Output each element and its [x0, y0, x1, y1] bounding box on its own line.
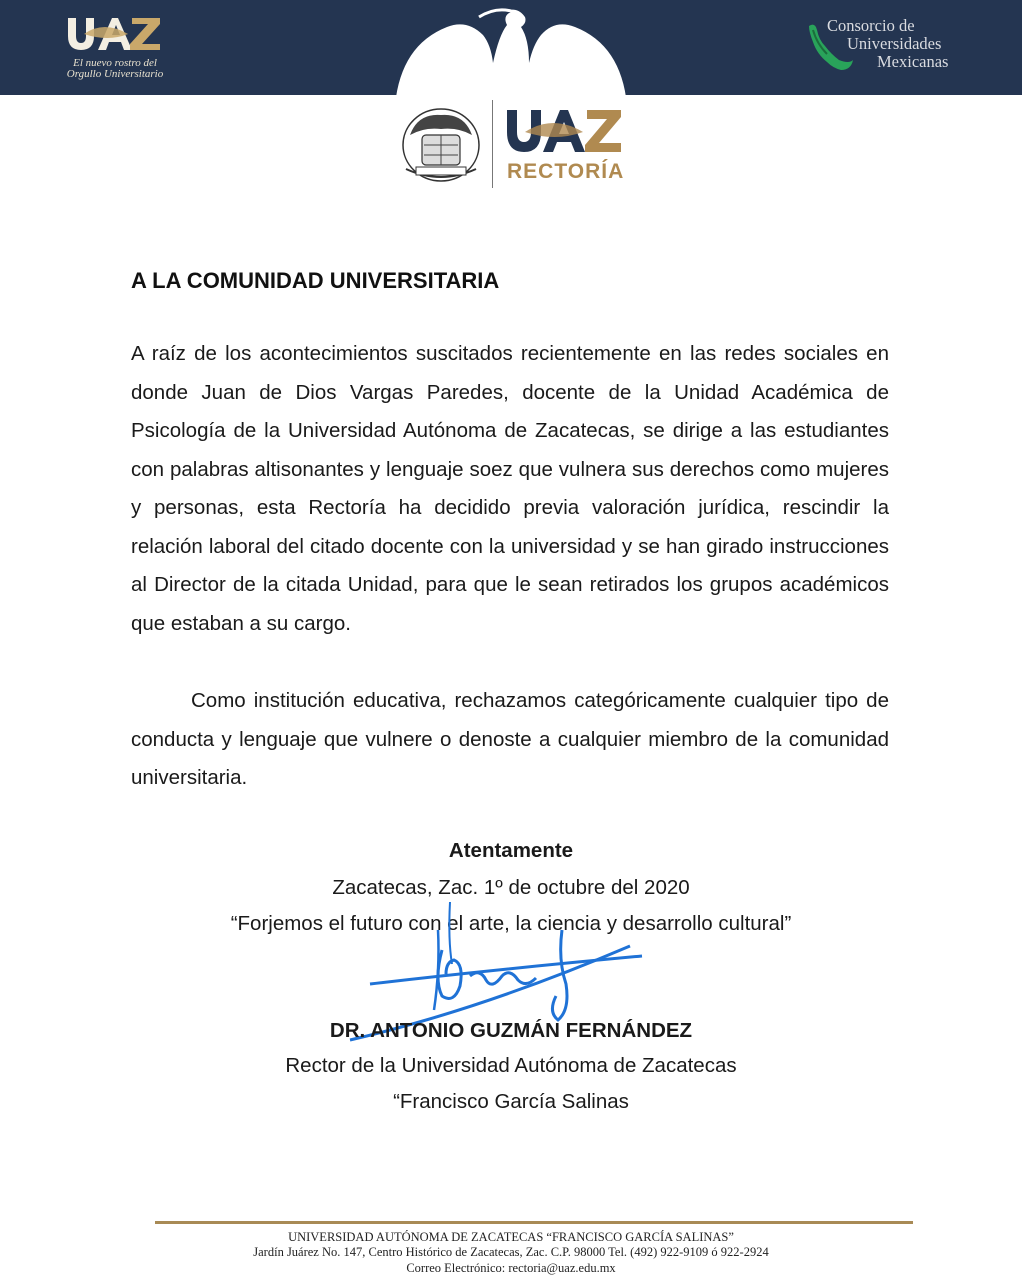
consorcio-text	[827, 17, 948, 71]
signer-name: DR. ANTONIO GUZMÁN FERNÁNDEZ	[329, 1019, 693, 1042]
closing-date: Zacatecas, Zac. 1º de octubre del 2020	[332, 876, 690, 899]
rectoria-label: RECTORÍA	[507, 160, 625, 183]
closing-motto: “Forjemos el futuro con el arte, la ciencia y desarrollo cultural”	[230, 912, 792, 935]
letter-paragraph-1: A raíz de los acontecimientos suscitados recientemente en las redes sociales en donde Juan de Dios Vargas Paredes, docente de la Unidad Académica de Psicología de la Universidad Autónoma de Zacatecas, se dirige a las estudiantes con palabras altisonantes y lenguaje soez que vulnera sus derechos como mujeres y personas, esta Rectoría ha decidido previa valoración jurídica, rescindir la relación laboral del citado docente con la universidad y se han girado instrucciones al Director de la citada Unidad, para que le sean retirados los grupos académicos que estaban a su cargo.	[131, 342, 889, 635]
consorcio-logo	[805, 16, 975, 76]
tagline-line2: Orgullo Universitario	[66, 68, 164, 80]
closing-salutation: Atentamente	[448, 839, 574, 862]
consorcio-line2: Universidades	[847, 34, 942, 53]
consorcio-line3: Mexicanas	[877, 52, 949, 71]
consorcio-line1: Consorcio de	[827, 16, 915, 35]
uaz-logo	[60, 14, 170, 84]
signer-university: “Francisco García Salinas	[393, 1090, 629, 1113]
uaz-rectoria-wordmark	[505, 108, 623, 156]
university-seal	[398, 105, 484, 185]
footer-divider	[155, 1221, 913, 1224]
eagle-emblem	[395, 5, 627, 105]
footer-address: Jardín Juárez No. 147, Centro Histórico de Zacatecas, Zac. C.P. 98000 Tel. (492) 922-9109 ó 922-2924	[253, 1245, 769, 1259]
footer-email: Correo Electrónico: rectoria@uaz.edu.mx	[406, 1261, 616, 1275]
letter-heading: A LA COMUNIDAD UNIVERSITARIA	[131, 268, 500, 293]
uaz-logo-tagline	[60, 58, 170, 80]
uaz-wordmark-graphic	[64, 14, 164, 54]
letter-paragraph-2: Como institución educativa, rechazamos categóricamente cualquier tipo de conducta y lenguaje que vulnere o denoste a cualquier miembro de la comunidad universitaria.	[131, 689, 889, 789]
tagline-line1: El nuevo rostro del	[73, 57, 157, 69]
header-band	[0, 0, 1022, 95]
logo-divider	[492, 100, 493, 188]
signer-title: Rector de la Universidad Autónoma de Zacatecas	[285, 1054, 737, 1077]
footer-university: UNIVERSIDAD AUTÓNOMA DE ZACATECAS “FRANCISCO GARCÍA SALINAS”	[288, 1230, 734, 1244]
